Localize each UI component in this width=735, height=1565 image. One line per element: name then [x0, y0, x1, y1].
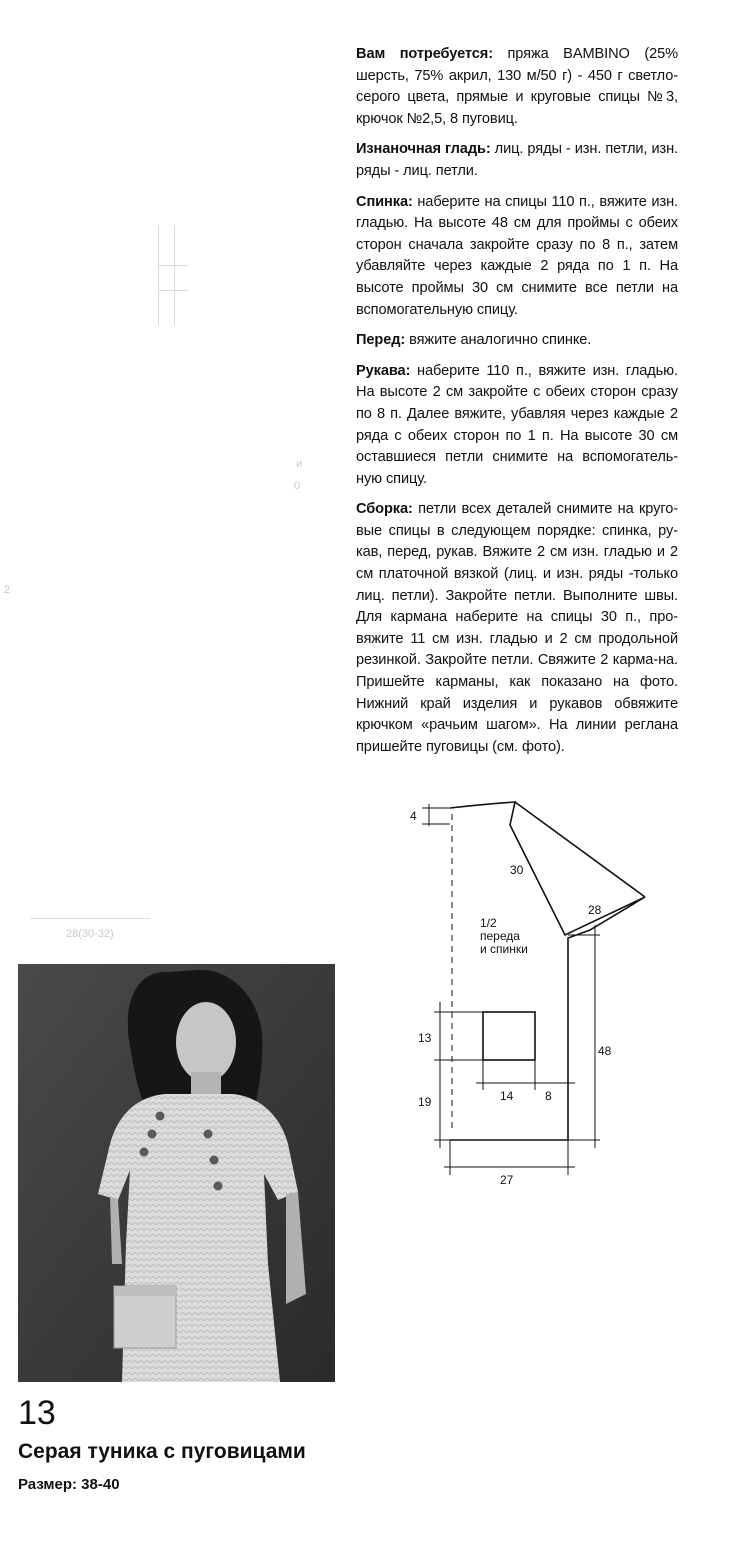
materials-label: Вам потребуется: — [356, 46, 493, 62]
schematic-label-13: 13 — [418, 1031, 432, 1045]
front-text: вяжите аналогично спинке. — [405, 332, 592, 349]
assembly-text: петли всех деталей снимите на круго-вые спицы в следующем порядке: спинка, ру-кав, перед, рукав. Вяжите 2 см изн. гладью и 2 см платочной вязкой (лиц. и изн. ряды -только лиц. петли). Закройте петли. Выполните швы. Для кармана наберите на спицы 30 п., про-вяжите 11 см изн. гладью и 2 см продольной резинкой. Закройте петли. Свяжите 2 карма-на. Пришейте карманы, как показано на фото. Нижний край изделия и рукавов обвяжите крючком «рачьим шагом». На линии реглана пришейте пуговицы (см. фото). — [356, 501, 678, 755]
ghost-grid-line — [174, 225, 175, 325]
back-label: Спинка: — [356, 193, 413, 210]
ghost-grid-line — [158, 225, 159, 325]
ghost-text: 28(30-32) — [66, 928, 114, 940]
button-icon — [210, 1156, 219, 1165]
schematic-label-28: 28 — [588, 903, 602, 917]
ghost-grid-line — [158, 290, 188, 291]
schematic-label-half: и спинки — [480, 942, 528, 956]
stitch-paragraph — [356, 139, 678, 182]
schematic-label-30: 30 — [510, 863, 524, 877]
ghost-grid-line — [158, 265, 188, 266]
assembly-label: Сборка: — [356, 501, 413, 518]
schematic-label-14: 14 — [500, 1089, 514, 1103]
schematic-label-half: 1/2 — [480, 916, 497, 930]
pattern-number: 13 — [18, 1394, 56, 1432]
sleeves-label: Рукава: — [356, 362, 411, 379]
ghost-grid-line — [30, 918, 150, 919]
schematic-pocket — [483, 1012, 535, 1060]
tunic-photo — [18, 964, 335, 1382]
stitch-text: лиц. ряды - изн. петли, изн. ряды - лиц. петли. — [356, 141, 679, 179]
button-icon — [214, 1182, 223, 1191]
schematic-label-19: 19 — [418, 1095, 432, 1109]
pattern-size: Размер: 38-40 — [18, 1476, 120, 1493]
button-icon — [204, 1130, 213, 1139]
schematic-sleeve-edge — [515, 802, 645, 897]
schematic-label-4: 4 — [410, 809, 417, 823]
pattern-title: Серая туника с пуговицами — [18, 1440, 306, 1463]
sleeves-text: наберите 110 п., вяжите изн. гладью. На высоте 2 см закройте с обеих сторон сразу по 8 п. Далее вяжите, убавляя через каждые 2 ряда с обеих сторон по 1 п. На высоте 30 см оставшиеся петли снимите на вспомогатель-ную спицу. — [356, 362, 678, 487]
pattern-schematic — [400, 790, 660, 1190]
back-paragraph — [356, 192, 678, 322]
ghost-text: и — [296, 458, 303, 470]
front-paragraph — [356, 330, 678, 352]
schematic-label-8: 8 — [545, 1089, 552, 1103]
schematic-label-48: 48 — [598, 1044, 612, 1058]
ghost-text: 2 — [4, 584, 11, 596]
sleeves-paragraph — [356, 361, 678, 491]
face-shape — [176, 1002, 236, 1082]
assembly-paragraph — [356, 499, 678, 758]
materials-paragraph — [356, 44, 678, 130]
materials-text: пряжа BAMBINO (25% шерсть, 75% акрил, 130 м/50 г) - 450 г светло-серого цвета, прямые и круговые спицы №3, крючок №2,5, 8 пуговиц. — [356, 46, 678, 127]
schematic-label-half: переда — [480, 929, 520, 943]
stitch-label: Изнаночная гладь: — [356, 141, 491, 158]
button-icon — [140, 1148, 149, 1157]
button-icon — [156, 1112, 165, 1121]
button-icon — [148, 1130, 157, 1139]
ghost-text: 0 — [294, 480, 301, 492]
schematic-label-27: 27 — [500, 1173, 514, 1187]
instructions — [356, 44, 678, 767]
front-label: Перед: — [356, 332, 406, 349]
back-text: наберите на спицы 110 п., вяжите изн. гладью. На высоте 48 см для проймы с обеих сторон сначала закройте сразу по 8 п., затем убавляйте через каждые 2 ряда по 1 п. На высоте проймы 30 см снимите все петли на вспомогательную спицу. — [356, 193, 678, 318]
